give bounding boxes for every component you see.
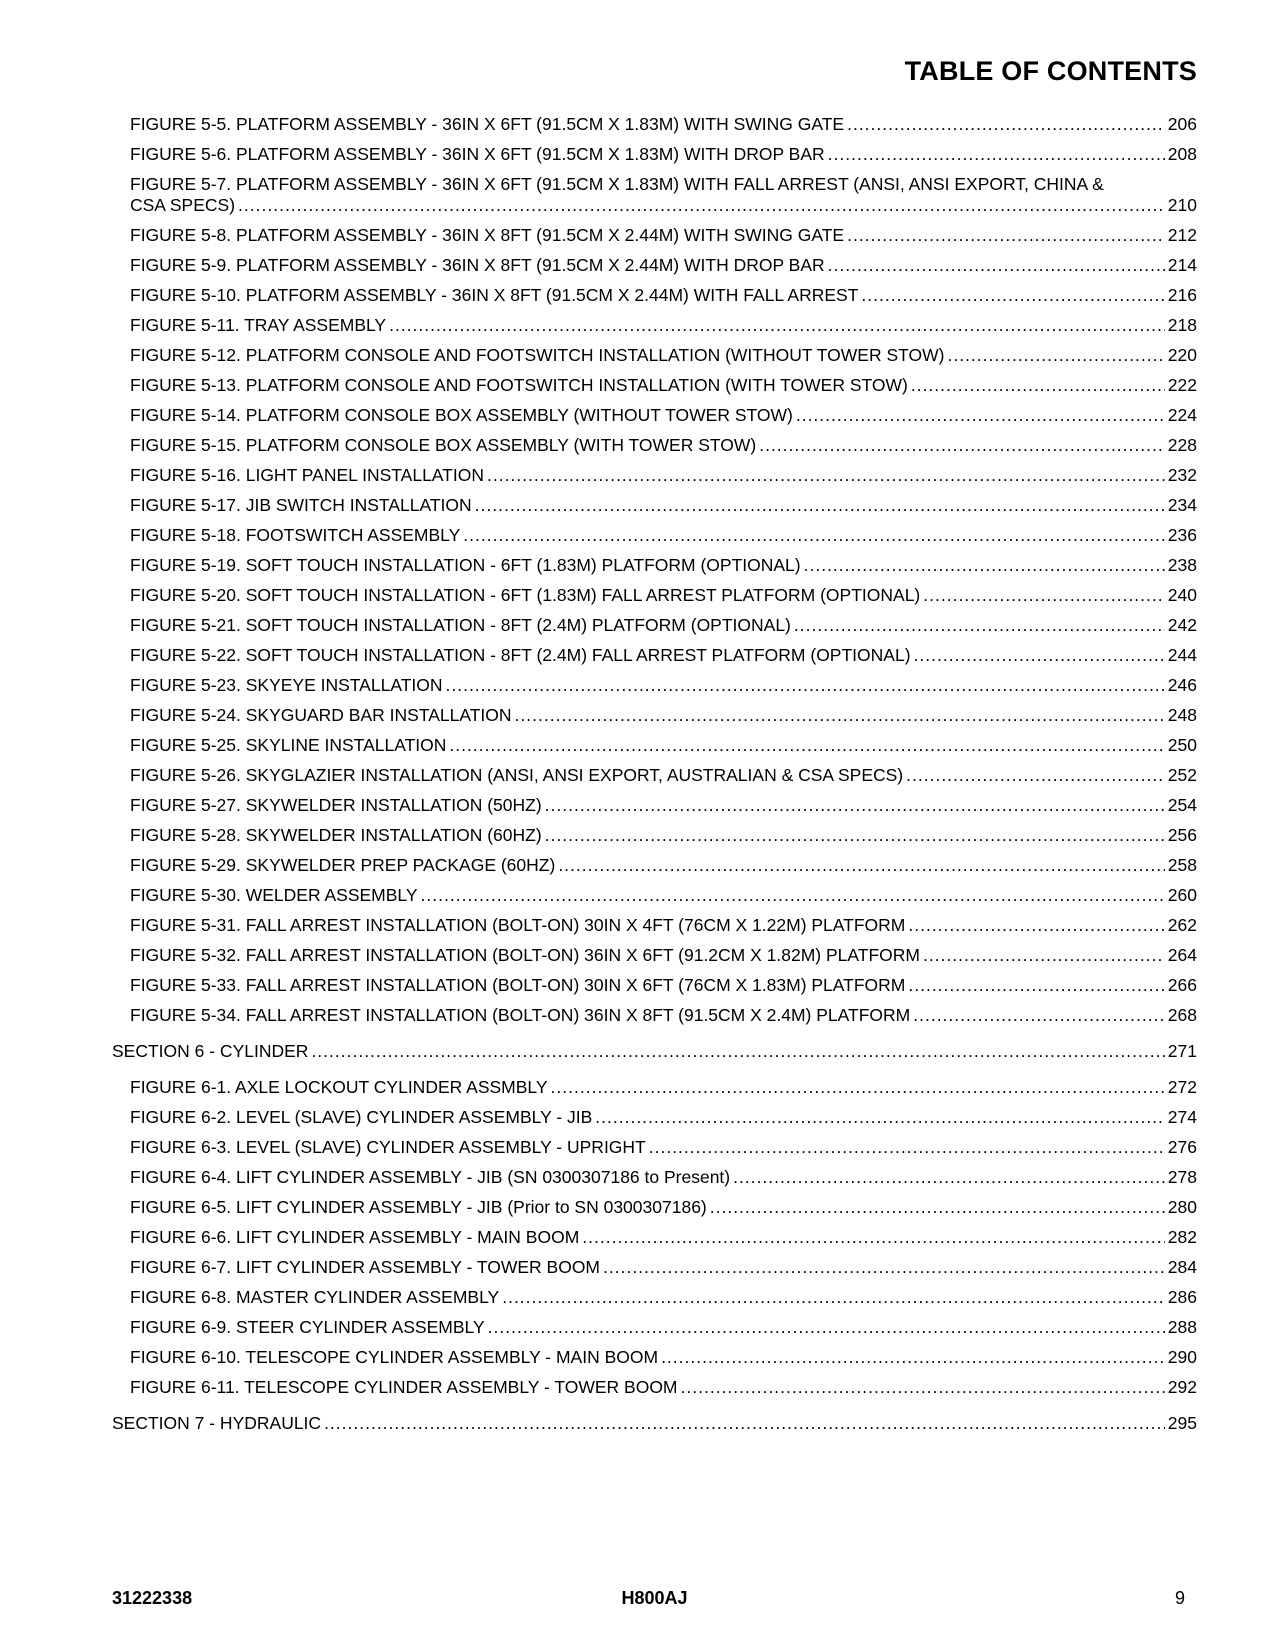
- dot-leader: [908, 975, 1164, 996]
- toc-figure-entry[interactable]: [112, 140, 1197, 170]
- toc-entry-label: FIGURE 5-6. PLATFORM ASSEMBLY - 36IN X 6FT (91.5CM X 1.83M) WITH DROP BAR: [130, 144, 825, 164]
- toc-entry-page: 295: [1167, 1413, 1197, 1433]
- toc-entry-page: 218: [1167, 315, 1197, 335]
- toc-entry-page: 240: [1167, 585, 1197, 605]
- toc-entry-page: 232: [1167, 465, 1197, 485]
- toc-entry-page: 222: [1167, 375, 1197, 395]
- toc-entry-label: FIGURE 5-11. TRAY ASSEMBLY: [130, 315, 387, 335]
- toc-entry-label: FIGURE 6-1. AXLE LOCKOUT CYLINDER ASSMBLY: [130, 1077, 548, 1097]
- dot-leader: [794, 615, 1165, 636]
- toc-figure-entry[interactable]: [112, 1103, 1197, 1133]
- toc-entry-page: 244: [1167, 645, 1197, 665]
- toc-figure-entry[interactable]: [112, 881, 1197, 911]
- dot-leader: [582, 1227, 1165, 1248]
- toc-entry-label: FIGURE 5-23. SKYEYE INSTALLATION: [130, 675, 443, 695]
- toc-entry-page: 228: [1167, 435, 1197, 455]
- toc-entry-page: 271: [1167, 1041, 1197, 1061]
- toc-entry-page: 262: [1167, 915, 1197, 935]
- toc-entry-page: 278: [1167, 1167, 1197, 1187]
- dot-leader: [923, 945, 1165, 966]
- dot-leader: [923, 585, 1165, 606]
- toc-figure-entry[interactable]: [112, 791, 1197, 821]
- toc-figure-entry[interactable]: [112, 1223, 1197, 1253]
- toc-entry-page: 206: [1167, 114, 1197, 134]
- toc-entry-label: FIGURE 6-2. LEVEL (SLAVE) CYLINDER ASSEMBLY - JIB: [130, 1107, 593, 1127]
- dot-leader: [545, 795, 1165, 816]
- toc-entry-label: FIGURE 6-5. LIFT CYLINDER ASSEMBLY - JIB (Prior to SN 0300307186): [130, 1197, 707, 1217]
- page-footer: [112, 1588, 1197, 1612]
- toc-figure-entry[interactable]: [112, 851, 1197, 881]
- dot-leader: [515, 705, 1165, 726]
- toc-entry-page: 210: [1167, 195, 1197, 215]
- toc-figure-entry[interactable]: [112, 911, 1197, 941]
- toc-entry-page: 288: [1167, 1317, 1197, 1337]
- dot-leader: [847, 114, 1165, 135]
- dot-leader: [649, 1137, 1165, 1158]
- toc-entry-page: 208: [1167, 144, 1197, 164]
- dot-leader: [595, 1107, 1165, 1128]
- document-number: 31222338: [112, 1588, 193, 1608]
- dot-leader: [238, 195, 1165, 216]
- toc-figure-entry[interactable]: [112, 581, 1197, 611]
- toc-entry-page: 220: [1167, 345, 1197, 365]
- toc-entry-page: 236: [1167, 525, 1197, 545]
- toc-figure-entry[interactable]: [112, 641, 1197, 671]
- dot-leader: [502, 1287, 1165, 1308]
- toc-figure-entry[interactable]: [112, 221, 1197, 251]
- dot-leader: [804, 555, 1165, 576]
- dot-leader: [710, 1197, 1165, 1218]
- toc-entry-label: FIGURE 6-4. LIFT CYLINDER ASSEMBLY - JIB (SN 0300307186 to Present): [130, 1167, 731, 1187]
- toc-entry-label: FIGURE 5-17. JIB SWITCH INSTALLATION: [130, 495, 472, 515]
- toc-entry-label: FIGURE 5-26. SKYGLAZIER INSTALLATION (ANSI, ANSI EXPORT, AUSTRALIAN & CSA SPECS): [130, 765, 904, 785]
- toc-entry-label: FIGURE 5-28. SKYWELDER INSTALLATION (60HZ): [130, 825, 542, 845]
- toc-entry-label: FIGURE 5-5. PLATFORM ASSEMBLY - 36IN X 6FT (91.5CM X 1.83M) WITH SWING GATE: [130, 114, 845, 134]
- dot-leader: [389, 315, 1165, 336]
- dot-leader: [421, 885, 1165, 906]
- toc-section-entry[interactable]: [112, 1031, 1197, 1073]
- toc-entry-page: 212: [1167, 225, 1197, 245]
- toc-entry-label: FIGURE 6-7. LIFT CYLINDER ASSEMBLY - TOWER BOOM: [130, 1257, 601, 1277]
- toc-entry-page: 266: [1167, 975, 1197, 995]
- toc-figure-entry[interactable]: [112, 701, 1197, 731]
- toc-figure-entry[interactable]: [112, 341, 1197, 371]
- dot-leader: [861, 285, 1164, 306]
- toc-figure-entry[interactable]: [112, 731, 1197, 761]
- toc-entry-page: 286: [1167, 1287, 1197, 1307]
- dot-leader: [906, 765, 1165, 786]
- toc-figure-entry[interactable]: [112, 1193, 1197, 1223]
- toc-entry-page: 250: [1167, 735, 1197, 755]
- toc-figure-entry[interactable]: [112, 1001, 1197, 1031]
- toc-entry-page: 264: [1167, 945, 1197, 965]
- toc-entry-label: FIGURE 5-34. FALL ARREST INSTALLATION (BOLT-ON) 36IN X 8FT (91.5CM X 2.4M) PLATFORM: [130, 1005, 911, 1025]
- dot-leader: [446, 675, 1165, 696]
- toc-figure-entry[interactable]: [112, 281, 1197, 311]
- toc-entry-label: FIGURE 6-9. STEER CYLINDER ASSEMBLY: [130, 1317, 485, 1337]
- toc-entry-label: FIGURE 5-30. WELDER ASSEMBLY: [130, 885, 418, 905]
- toc-figure-entry[interactable]: [112, 761, 1197, 791]
- dot-leader: [488, 1317, 1165, 1338]
- dot-leader: [947, 345, 1164, 366]
- dot-leader: [324, 1413, 1165, 1434]
- toc-entry-label: SECTION 7 - HYDRAULIC: [112, 1413, 322, 1433]
- dot-leader: [603, 1257, 1165, 1278]
- toc-entry-label: FIGURE 5-27. SKYWELDER INSTALLATION (50HZ): [130, 795, 542, 815]
- toc-entry-page: 214: [1167, 255, 1197, 275]
- page-number: 9: [1174, 1588, 1185, 1608]
- toc-figure-entry[interactable]: [112, 401, 1197, 431]
- toc-figure-entry[interactable]: [112, 1313, 1197, 1343]
- dot-leader: [847, 225, 1165, 246]
- toc-entry-page: 284: [1167, 1257, 1197, 1277]
- toc-list: [112, 110, 1197, 1445]
- dot-leader: [311, 1041, 1164, 1062]
- toc-figure-entry[interactable]: [112, 971, 1197, 1001]
- dot-leader: [913, 1005, 1165, 1026]
- toc-figure-entry[interactable]: [112, 1373, 1197, 1403]
- toc-section-entry[interactable]: [112, 1403, 1197, 1445]
- toc-entry-label: FIGURE 5-8. PLATFORM ASSEMBLY - 36IN X 8FT (91.5CM X 2.44M) WITH SWING GATE: [130, 225, 845, 245]
- toc-entry-label: FIGURE 6-6. LIFT CYLINDER ASSEMBLY - MAIN BOOM: [130, 1227, 580, 1247]
- dot-leader: [759, 435, 1165, 456]
- model-name: H800AJ: [621, 1588, 688, 1608]
- toc-entry-label: FIGURE 5-10. PLATFORM ASSEMBLY - 36IN X 8FT (91.5CM X 2.44M) WITH FALL ARREST: [130, 285, 859, 305]
- toc-entry-label: FIGURE 6-3. LEVEL (SLAVE) CYLINDER ASSEMBLY - UPRIGHT: [130, 1137, 646, 1157]
- toc-entry-label: FIGURE 5-20. SOFT TOUCH INSTALLATION - 6FT (1.83M) FALL ARREST PLATFORM (OPTIONAL): [130, 585, 921, 605]
- toc-entry-label: FIGURE 5-9. PLATFORM ASSEMBLY - 36IN X 8FT (91.5CM X 2.44M) WITH DROP BAR: [130, 255, 825, 275]
- toc-entry-label: FIGURE 5-13. PLATFORM CONSOLE AND FOOTSWITCH INSTALLATION (WITH TOWER STOW): [130, 375, 908, 395]
- toc-entry-label: FIGURE 5-15. PLATFORM CONSOLE BOX ASSEMBLY (WITH TOWER STOW): [130, 435, 757, 455]
- toc-entry-label: FIGURE 5-14. PLATFORM CONSOLE BOX ASSEMBLY (WITHOUT TOWER STOW): [130, 405, 793, 425]
- toc-figure-entry[interactable]: [112, 1163, 1197, 1193]
- toc-entry-page: 272: [1167, 1077, 1197, 1097]
- toc-figure-entry[interactable]: [112, 1253, 1197, 1283]
- dot-leader: [681, 1377, 1165, 1398]
- dot-leader: [828, 144, 1165, 165]
- dot-leader: [545, 825, 1165, 846]
- toc-entry-page: 256: [1167, 825, 1197, 845]
- toc-entry-page: 276: [1167, 1137, 1197, 1157]
- toc-entry-label: FIGURE 5-19. SOFT TOUCH INSTALLATION - 6FT (1.83M) PLATFORM (OPTIONAL): [130, 555, 801, 575]
- toc-entry-page: 268: [1167, 1005, 1197, 1025]
- toc-entry-label: FIGURE 5-33. FALL ARREST INSTALLATION (BOLT-ON) 30IN X 6FT (76CM X 1.83M) PLATFORM: [130, 975, 906, 995]
- dot-leader: [796, 405, 1165, 426]
- toc-entry-page: 248: [1167, 705, 1197, 725]
- toc-entry-label-line2: CSA SPECS): [130, 195, 236, 215]
- toc-entry-page: 246: [1167, 675, 1197, 695]
- toc-figure-entry[interactable]: [112, 461, 1197, 491]
- toc-figure-entry[interactable]: [112, 1133, 1197, 1163]
- toc-entry-label: FIGURE 6-11. TELESCOPE CYLINDER ASSEMBLY - TOWER BOOM: [130, 1377, 678, 1397]
- toc-figure-entry[interactable]: [112, 251, 1197, 281]
- toc-entry-label: FIGURE 5-16. LIGHT PANEL INSTALLATION: [130, 465, 484, 485]
- dot-leader: [475, 495, 1165, 516]
- toc-figure-entry[interactable]: [112, 521, 1197, 551]
- toc-entry-page: 290: [1167, 1347, 1197, 1367]
- toc-figure-entry[interactable]: [112, 551, 1197, 581]
- toc-entry-label: FIGURE 5-29. SKYWELDER PREP PACKAGE (60HZ): [130, 855, 556, 875]
- dot-leader: [733, 1167, 1165, 1188]
- toc-entry-label: FIGURE 5-21. SOFT TOUCH INSTALLATION - 8FT (2.4M) PLATFORM (OPTIONAL): [130, 615, 791, 635]
- toc-entry-page: 260: [1167, 885, 1197, 905]
- toc-entry-page: 224: [1167, 405, 1197, 425]
- dot-leader: [449, 735, 1164, 756]
- toc-entry-label: FIGURE 5-18. FOOTSWITCH ASSEMBLY: [130, 525, 461, 545]
- toc-entry-page: 292: [1167, 1377, 1197, 1397]
- toc-figure-entry[interactable]: [112, 941, 1197, 971]
- toc-figure-entry[interactable]: [112, 821, 1197, 851]
- dot-leader: [558, 855, 1164, 876]
- toc-entry-label: SECTION 6 - CYLINDER: [112, 1041, 309, 1061]
- page-title: TABLE OF CONTENTS: [904, 56, 1197, 86]
- toc-entry-page: 242: [1167, 615, 1197, 635]
- dot-leader: [911, 375, 1165, 396]
- dot-leader: [463, 525, 1165, 546]
- toc-figure-entry[interactable]: [112, 311, 1197, 341]
- toc-figure-entry[interactable]: [112, 611, 1197, 641]
- toc-entry-page: 254: [1167, 795, 1197, 815]
- toc-entry-label: FIGURE 5-32. FALL ARREST INSTALLATION (BOLT-ON) 36IN X 6FT (91.2CM X 1.82M) PLATFORM: [130, 945, 920, 965]
- toc-entry-label: FIGURE 5-25. SKYLINE INSTALLATION: [130, 735, 447, 755]
- dot-leader: [914, 645, 1165, 666]
- toc-entry-label: FIGURE 5-31. FALL ARREST INSTALLATION (BOLT-ON) 30IN X 4FT (76CM X 1.22M) PLATFORM: [130, 915, 906, 935]
- toc-figure-entry[interactable]: [112, 1283, 1197, 1313]
- toc-entry-page: 274: [1167, 1107, 1197, 1127]
- toc-entry-label: FIGURE 6-8. MASTER CYLINDER ASSEMBLY: [130, 1287, 500, 1307]
- toc-entry-page: 238: [1167, 555, 1197, 575]
- toc-figure-entry[interactable]: [112, 491, 1197, 521]
- dot-leader: [828, 255, 1165, 276]
- dot-leader: [487, 465, 1165, 486]
- toc-entry-label: FIGURE 5-12. PLATFORM CONSOLE AND FOOTSWITCH INSTALLATION (WITHOUT TOWER STOW): [130, 345, 945, 365]
- toc-figure-entry[interactable]: [112, 1073, 1197, 1103]
- toc-entry-page: 234: [1167, 495, 1197, 515]
- toc-figure-entry[interactable]: [112, 110, 1197, 140]
- toc-figure-entry[interactable]: [112, 371, 1197, 401]
- toc-figure-entry[interactable]: [112, 671, 1197, 701]
- toc-entry-page: 280: [1167, 1197, 1197, 1217]
- toc-figure-entry[interactable]: [112, 1343, 1197, 1373]
- toc-entry-page: 252: [1167, 765, 1197, 785]
- toc-figure-entry[interactable]: [112, 170, 1197, 221]
- toc-entry-label-line1: FIGURE 5-7. PLATFORM ASSEMBLY - 36IN X 6FT (91.5CM X 1.83M) WITH FALL ARREST (ANSI, ANSI EXPORT, CHINA &: [130, 174, 1104, 194]
- dot-leader: [908, 915, 1164, 936]
- toc-figure-entry[interactable]: [112, 431, 1197, 461]
- toc-entry-label: FIGURE 5-24. SKYGUARD BAR INSTALLATION: [130, 705, 512, 725]
- toc-entry-label: FIGURE 6-10. TELESCOPE CYLINDER ASSEMBLY - MAIN BOOM: [130, 1347, 659, 1367]
- dot-leader: [661, 1347, 1165, 1368]
- toc-entry-page: 282: [1167, 1227, 1197, 1247]
- toc-entry-page: 216: [1167, 285, 1197, 305]
- toc-entry-label: FIGURE 5-22. SOFT TOUCH INSTALLATION - 8FT (2.4M) FALL ARREST PLATFORM (OPTIONAL): [130, 645, 911, 665]
- toc-entry-page: 258: [1167, 855, 1197, 875]
- dot-leader: [551, 1077, 1165, 1098]
